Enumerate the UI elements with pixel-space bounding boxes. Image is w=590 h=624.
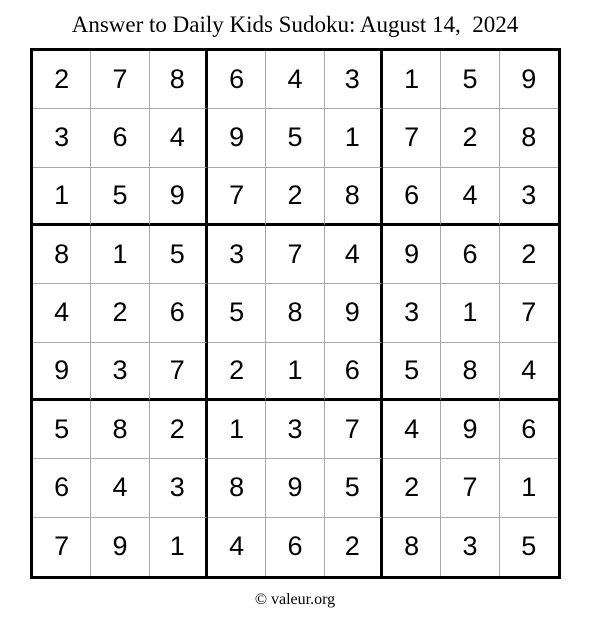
sudoku-cell: 7 bbox=[383, 109, 441, 167]
sudoku-cell: 6 bbox=[208, 51, 266, 109]
sudoku-cell: 3 bbox=[441, 518, 499, 576]
sudoku-cell: 4 bbox=[33, 284, 91, 342]
sudoku-cell: 9 bbox=[500, 51, 558, 109]
sudoku-cell: 7 bbox=[150, 343, 208, 401]
sudoku-cell: 2 bbox=[500, 226, 558, 284]
sudoku-cell: 2 bbox=[33, 51, 91, 109]
sudoku-cell: 3 bbox=[150, 459, 208, 517]
sudoku-cell: 9 bbox=[383, 226, 441, 284]
sudoku-cell: 3 bbox=[325, 51, 383, 109]
sudoku-cell: 8 bbox=[208, 459, 266, 517]
sudoku-cell: 4 bbox=[500, 343, 558, 401]
sudoku-cell: 6 bbox=[266, 518, 324, 576]
sudoku-cell: 4 bbox=[150, 109, 208, 167]
sudoku-cell: 3 bbox=[383, 284, 441, 342]
sudoku-cell: 4 bbox=[325, 226, 383, 284]
sudoku-cell: 2 bbox=[266, 168, 324, 226]
sudoku-cell: 6 bbox=[325, 343, 383, 401]
sudoku-cell: 1 bbox=[91, 226, 149, 284]
sudoku-cell: 8 bbox=[91, 401, 149, 459]
sudoku-cell: 8 bbox=[33, 226, 91, 284]
sudoku-cell: 2 bbox=[441, 109, 499, 167]
sudoku-cell: 9 bbox=[441, 401, 499, 459]
sudoku-cell: 3 bbox=[266, 401, 324, 459]
sudoku-cell: 7 bbox=[500, 284, 558, 342]
sudoku-cell: 2 bbox=[91, 284, 149, 342]
sudoku-cell: 1 bbox=[33, 168, 91, 226]
sudoku-cell: 9 bbox=[266, 459, 324, 517]
sudoku-cell: 8 bbox=[500, 109, 558, 167]
sudoku-cell: 9 bbox=[150, 168, 208, 226]
sudoku-cell: 3 bbox=[500, 168, 558, 226]
sudoku-cell: 9 bbox=[33, 343, 91, 401]
sudoku-cell: 7 bbox=[266, 226, 324, 284]
sudoku-cell: 8 bbox=[441, 343, 499, 401]
sudoku-cell: 4 bbox=[91, 459, 149, 517]
sudoku-cell: 3 bbox=[33, 109, 91, 167]
sudoku-cell: 2 bbox=[325, 518, 383, 576]
sudoku-cell: 1 bbox=[383, 51, 441, 109]
sudoku-cell: 8 bbox=[150, 51, 208, 109]
puzzle-title: Answer to Daily Kids Sudoku: August 14, 2024 bbox=[71, 12, 519, 37]
sudoku-cell: 7 bbox=[441, 459, 499, 517]
sudoku-cell: 1 bbox=[325, 109, 383, 167]
sudoku-cell: 3 bbox=[91, 343, 149, 401]
sudoku-cell: 6 bbox=[91, 109, 149, 167]
sudoku-cell: 9 bbox=[91, 518, 149, 576]
sudoku-cell: 5 bbox=[325, 459, 383, 517]
sudoku-cell: 5 bbox=[150, 226, 208, 284]
sudoku-cell: 1 bbox=[500, 459, 558, 517]
sudoku-cell: 9 bbox=[325, 284, 383, 342]
sudoku-cell: 6 bbox=[441, 226, 499, 284]
sudoku-cell: 2 bbox=[150, 401, 208, 459]
sudoku-cell: 5 bbox=[91, 168, 149, 226]
sudoku-cell: 7 bbox=[208, 168, 266, 226]
sudoku-cell: 8 bbox=[266, 284, 324, 342]
sudoku-cell: 3 bbox=[208, 226, 266, 284]
site-credit: © valeur.org bbox=[254, 591, 336, 608]
sudoku-cell: 8 bbox=[383, 518, 441, 576]
sudoku-cell: 5 bbox=[33, 401, 91, 459]
sudoku-cell: 7 bbox=[33, 518, 91, 576]
sudoku-cell: 4 bbox=[266, 51, 324, 109]
sudoku-cell: 8 bbox=[325, 168, 383, 226]
sudoku-cell: 4 bbox=[441, 168, 499, 226]
sudoku-cell: 4 bbox=[208, 518, 266, 576]
sudoku-cell: 4 bbox=[383, 401, 441, 459]
sudoku-cell: 6 bbox=[500, 401, 558, 459]
sudoku-cell: 5 bbox=[266, 109, 324, 167]
sudoku-cell: 1 bbox=[266, 343, 324, 401]
sudoku-cell: 5 bbox=[383, 343, 441, 401]
sudoku-cell: 2 bbox=[383, 459, 441, 517]
sudoku-cell: 9 bbox=[208, 109, 266, 167]
sudoku-cell: 2 bbox=[208, 343, 266, 401]
sudoku-cell: 6 bbox=[150, 284, 208, 342]
sudoku-cell: 6 bbox=[33, 459, 91, 517]
sudoku-board bbox=[30, 48, 561, 579]
sudoku-cell: 1 bbox=[150, 518, 208, 576]
sudoku-cell: 5 bbox=[521, 531, 537, 562]
sudoku-cell: 5 bbox=[208, 284, 266, 342]
sudoku-cell: 5 bbox=[441, 51, 499, 109]
sudoku-cell: 7 bbox=[325, 401, 383, 459]
sudoku-cell: 1 bbox=[208, 401, 266, 459]
sudoku-cell: 6 bbox=[383, 168, 441, 226]
sudoku-cell: 7 bbox=[91, 51, 149, 109]
sudoku-cell: 1 bbox=[441, 284, 499, 342]
